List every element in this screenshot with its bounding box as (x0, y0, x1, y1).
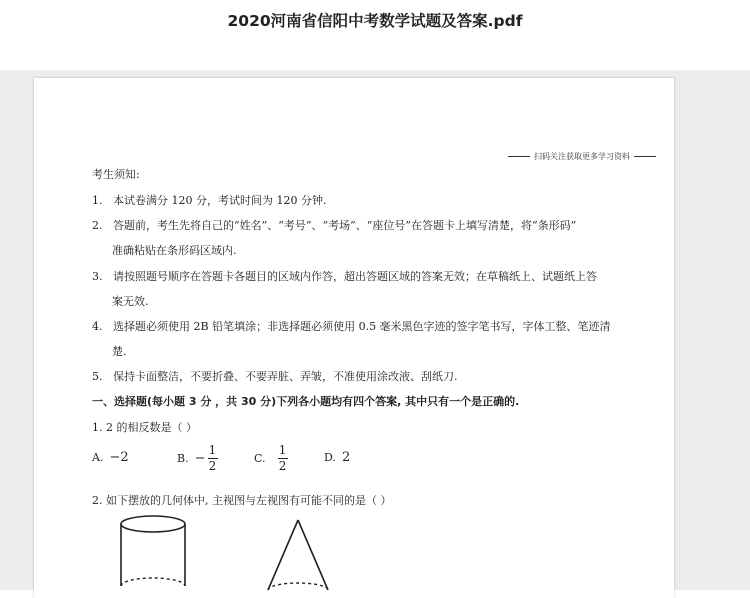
notice-item-4 (92, 318, 611, 334)
item-number: 2. (92, 219, 103, 232)
item-text: 答题前，考生先将自己的“姓名”、“考号”、“考场”、“座位号”在答题卡上填写清楚，将“条形码” (113, 219, 577, 232)
question-1-stem: 1. 2 的相反数是（ ） (92, 421, 197, 434)
q1-option-c (254, 444, 288, 473)
denominator: 2 (278, 459, 287, 473)
notice-item-1 (92, 192, 326, 208)
section-1-heading: 一、选择题(每小题 3 分 ，共 30 分)下列各小题均有四个答案, 其中只有一个是正确的. (92, 395, 520, 408)
fraction (208, 444, 218, 473)
notice-item-4-cont: 楚. (112, 345, 127, 358)
notice-heading: 考生须知: (92, 168, 140, 181)
numerator: 1 (278, 443, 287, 457)
header-note (508, 151, 656, 162)
cylinder-figure (118, 514, 188, 594)
item-text: 本试卷满分 120 分，考试时间为 120 分钟. (113, 194, 327, 207)
item-number: 1. (92, 194, 103, 207)
option-letter: B. (177, 452, 189, 465)
q1-option-b (177, 444, 218, 473)
notice-item-5 (92, 368, 458, 384)
document-title: 2020河南省信阳中考数学试题及答案.pdf (227, 12, 523, 30)
cone-figure (264, 518, 334, 598)
item-number: 4. (92, 320, 103, 333)
option-letter: C. (254, 452, 266, 465)
option-letter: D. (324, 451, 336, 464)
option-value: 2 (341, 450, 351, 465)
item-number: 5. (92, 370, 103, 383)
item-text: 选择题必须使用 2B 铅笔填涂；非选择题必须使用 0.5 毫米黑色字迹的签字笔书写，字体工整、笔迹清 (113, 320, 611, 333)
notice-item-3-cont: 案无效. (112, 295, 149, 308)
pdf-page (34, 78, 674, 598)
notice-item-2-cont: 准确粘贴在条形码区域内. (112, 244, 237, 257)
item-text: 请按照题号顺序在答题卡各题目的区域内作答，超出答题区域的答案无效；在草稿纸上、试题纸上答 (113, 270, 597, 283)
option-sign: − (194, 451, 206, 466)
q1-option-a (92, 450, 129, 465)
notice-item-3 (92, 268, 597, 284)
item-number: 3. (92, 270, 103, 283)
title-bar (0, 0, 750, 70)
item-text: 保持卡面整洁，不要折叠、不要弄脏、弄皱，不准使用涂改液、刮纸刀. (113, 370, 458, 383)
denominator: 2 (208, 459, 217, 473)
notice-item-2 (92, 217, 576, 233)
option-value: −2 (109, 450, 129, 465)
header-note-text: 扫码关注获取更多学习资料 (534, 152, 630, 161)
header-dash-right (634, 156, 656, 157)
fraction (278, 444, 288, 473)
option-letter: A. (92, 451, 104, 464)
header-dash-left (508, 156, 530, 157)
q1-option-d (324, 450, 350, 465)
question-2-stem: 2. 如下摆放的几何体中, 主视图与左视图有可能不同的是（ ） (92, 494, 392, 507)
numerator: 1 (208, 443, 217, 457)
